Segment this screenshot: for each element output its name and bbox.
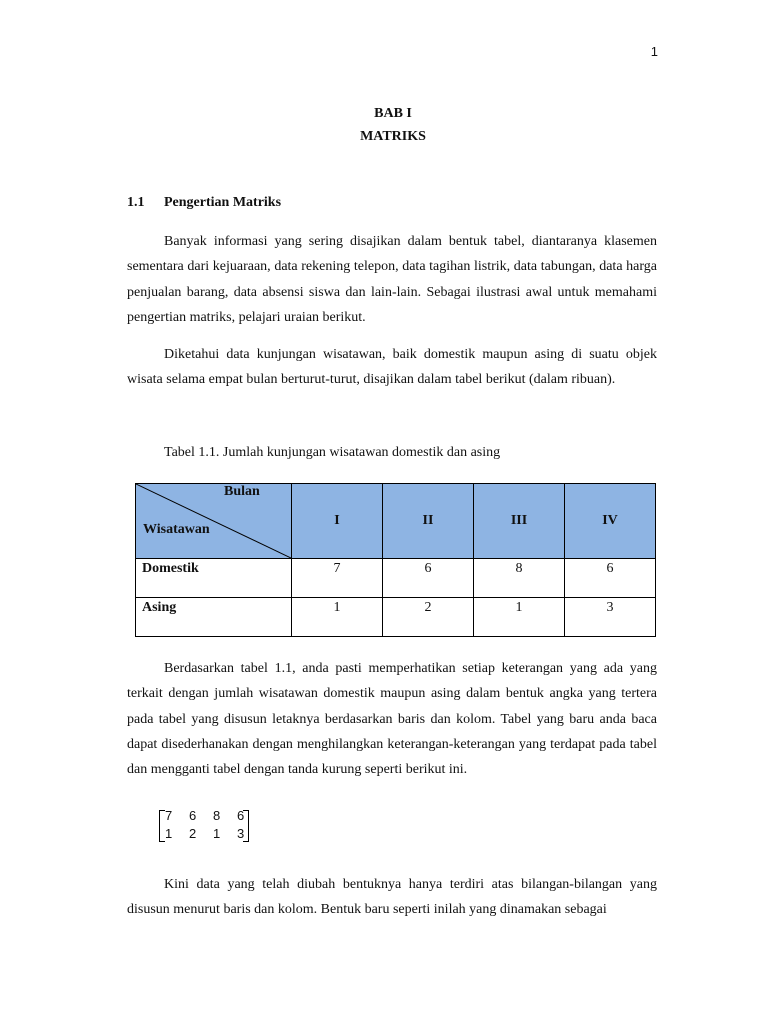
table-cell: 7	[292, 559, 383, 598]
table-cell: 6	[565, 559, 656, 598]
table-header-row	[136, 484, 656, 559]
chapter-label: BAB I	[374, 106, 412, 121]
table-cell: 1	[292, 598, 383, 637]
matrix-entry: 1	[165, 826, 173, 841]
table-cell: 3	[565, 598, 656, 637]
page-number: 1	[650, 44, 658, 59]
column-header: III	[474, 484, 565, 559]
matrix-entry: 7	[165, 808, 173, 823]
matrix-entry: 3	[237, 826, 245, 841]
matrix-entry: 2	[189, 826, 197, 841]
table-corner-cell	[136, 484, 292, 559]
matrix-right-bracket	[243, 810, 249, 842]
row-label: Asing	[136, 598, 292, 637]
paragraph-conclusion: Kini data yang telah diubah bentuknya hanya terdiri atas bilangan-bilangan yang disusun menurut baris dan kolom. Bentuk baru seperti inilah yang dinamakan sebagai	[127, 877, 657, 918]
paragraph-intro: Banyak informasi yang sering disajikan dalam bentuk tabel, diantaranya klasemen sementara dari kejuaraan, data rekening telepon, data tagihan listrik, data tabungan, data harga penjualan barang, data absensi siswa dan lain-lain. Sebagai ilustrasi awal untuk memahami pengertian matriks, pelajari uraian berikut.	[127, 234, 657, 325]
tourist-visits-table	[135, 483, 656, 637]
column-header: IV	[565, 484, 656, 559]
chapter-title: MATRIKS	[360, 129, 426, 144]
table-cell: 2	[383, 598, 474, 637]
matrix-entry: 1	[213, 826, 221, 841]
section-heading	[127, 195, 281, 211]
table-row	[136, 598, 656, 637]
matrix-entry: 8	[213, 808, 221, 823]
table-cell: 6	[383, 559, 474, 598]
table-caption: Tabel 1.1. Jumlah kunjungan wisatawan domestik dan asing	[164, 445, 501, 460]
section-title: Pengertian Matriks	[164, 195, 282, 210]
table-cell: 1	[474, 598, 565, 637]
corner-label-wisatawan: Wisatawan	[143, 522, 210, 537]
matrix-entry: 6	[189, 808, 197, 823]
paragraph-tourist-data: Diketahui data kunjungan wisatawan, baik domestik maupun asing di suatu objek wisata selama empat bulan berturut-turut, disajikan dalam tabel berikut (dalam ribuan).	[127, 347, 657, 388]
section-number: 1.1	[127, 195, 145, 210]
row-label: Domestik	[136, 559, 292, 598]
matrix-entry: 6	[237, 808, 245, 823]
column-header: I	[292, 484, 383, 559]
table-row	[136, 559, 656, 598]
paragraph-explanation: Berdasarkan tabel 1.1, anda pasti memperhatikan setiap keterangan yang ada yang terkait dengan jumlah wisatawan domestik maupun asing dalam bentuk angka yang tertera pada tabel yang disusun letaknya berdasarkan baris dan kolom. Tabel yang baru anda baca dapat disederhanakan dengan menghilangkan keterangan-keterangan yang terdapat pada tabel dan mengganti tabel dengan tanda kurung seperti berikut ini.	[127, 661, 657, 778]
column-header: II	[383, 484, 474, 559]
corner-label-bulan: Bulan	[224, 484, 260, 499]
table-cell: 8	[474, 559, 565, 598]
diagonal-divider	[136, 484, 291, 558]
